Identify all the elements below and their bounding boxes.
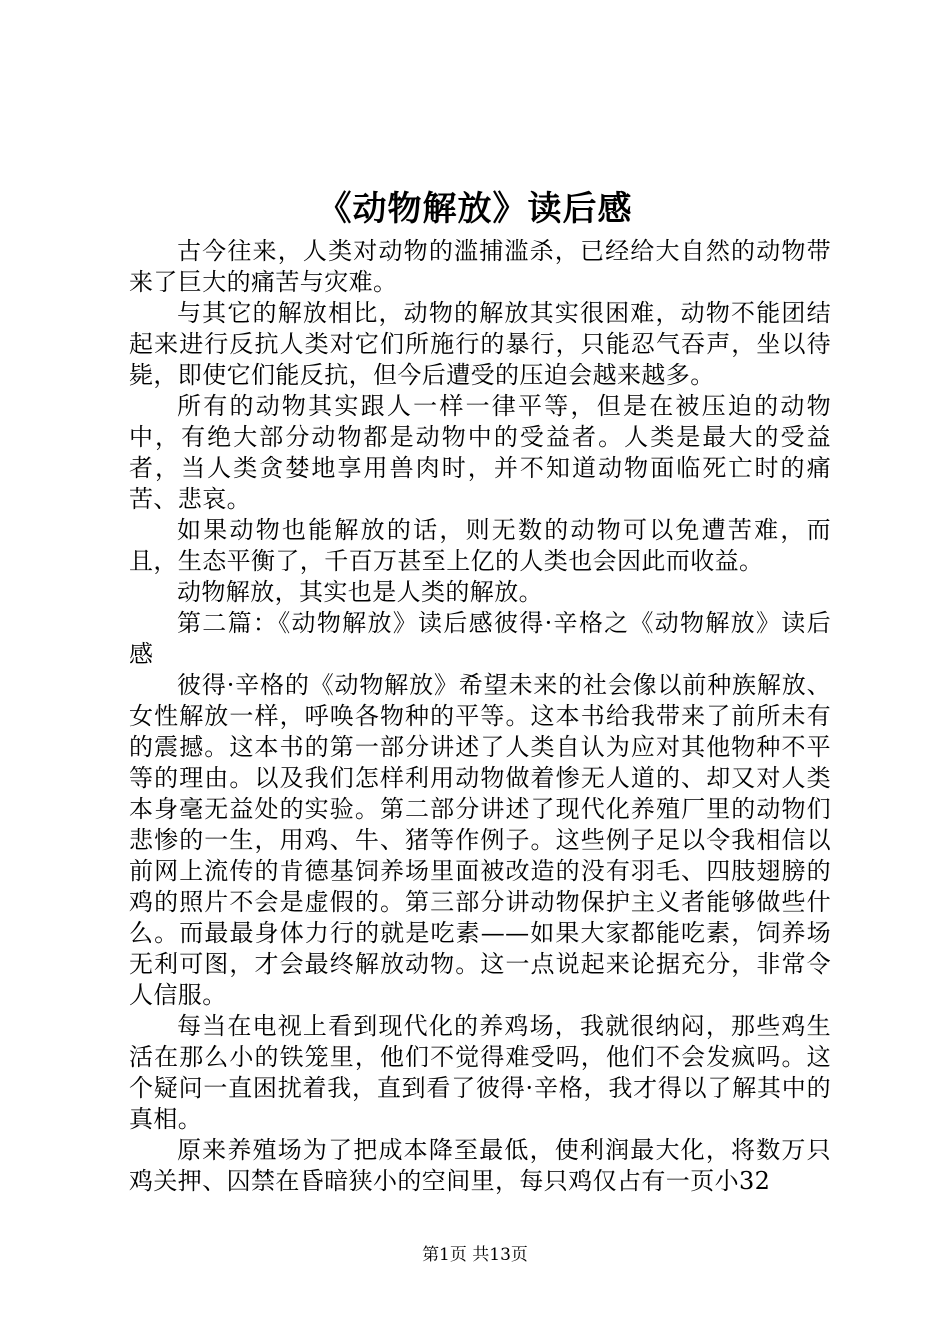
section-heading-paragraph: 第二篇：《动物解放》读后感彼得·辛格之《动物解放》读后感: [129, 609, 831, 668]
paragraph: 每当在电视上看到现代化的养鸡场，我就很纳闷，那些鸡生活在那么小的铁笼里，他们不觉得难受吗，他们不会发疯吗。这个疑问一直困扰着我，直到看了彼得·辛格，我才得以了解其中的真相。: [129, 1012, 831, 1133]
paragraph: 原来养殖场为了把成本降至最低，使利润最大化，将数万只鸡关押、囚禁在昏暗狭小的空间里，每只鸡仅占有一页小32: [129, 1136, 831, 1195]
document-body: [129, 236, 831, 1197]
paragraph: 古今往来，人类对动物的滥捕滥杀，已经给大自然的动物带来了巨大的痛苦与灾难。: [129, 237, 831, 296]
paragraph: 与其它的解放相比，动物的解放其实很困难，动物不能团结起来进行反抗人类对它们所施行的暴行，只能忍气吞声，坐以待毙，即使它们能反抗，但今后遭受的压迫会越来越多。: [129, 299, 831, 389]
page-footer: 第1页 共13页: [422, 1245, 528, 1265]
paragraph: 如果动物也能解放的话，则无数的动物可以免遭苦难，而且，生态平衡了，千百万甚至上亿的人类也会因此而收益。: [129, 516, 831, 575]
paragraph: 所有的动物其实跟人一样一律平等，但是在被压迫的动物中，有绝大部分动物都是动物中的受益者。人类是最大的受益者，当人类贪婪地享用兽肉时，并不知道动物面临死亡时的痛苦、悲哀。: [129, 392, 831, 513]
paragraph: 动物解放，其实也是人类的解放。: [177, 578, 543, 606]
paragraph: 彼得·辛格的《动物解放》希望未来的社会像以前种族解放、女性解放一样，呼唤各物种的平等。这本书给我带来了前所未有的震撼。这本书的第一部分讲述了人类自认为应对其他物种不平等的理由。以及我们怎样利用动物做着惨无人道的、却又对人类本身毫无益处的实验。第二部分讲述了现代化养殖厂里的动物们悲惨的一生，用鸡、牛、猪等作例子。这些例子足以令我相信以前网上流传的肯德基饲养场里面被改造的没有羽毛、四肢翅膀的鸡的照片不会是虚假的。第三部分讲动物保护主义者能够做些什么。而最最身体力行的就是吃素——如果大家都能吃素，饲养场无利可图，才会最终解放动物。这一点说起来论据充分，非常令人信服。: [129, 671, 831, 1009]
document-title: 《动物解放》读后感: [317, 189, 633, 229]
